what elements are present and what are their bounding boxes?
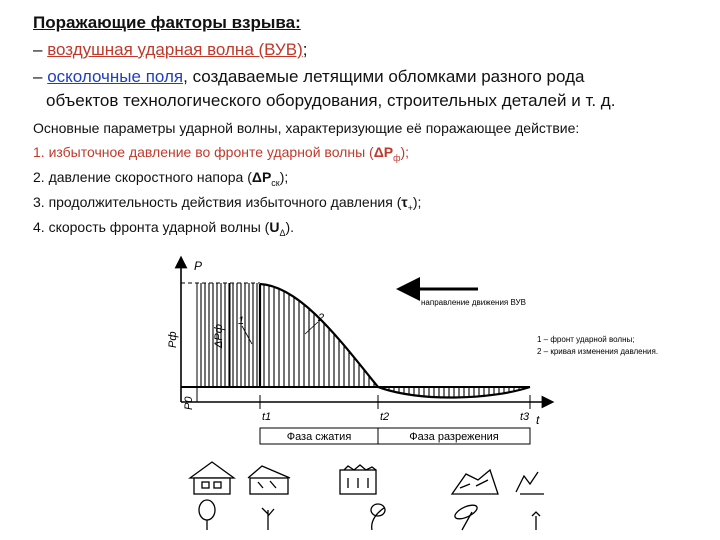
arrow-caption: направление движения ВУВ <box>421 298 526 307</box>
collapsed-structure-icon <box>452 470 498 494</box>
pf-label: Pф <box>167 331 179 348</box>
param-text: 3. продолжительность действия избыточного давления ( <box>33 194 402 210</box>
debris-icon <box>516 472 544 494</box>
param-text: 2. давление скоростного напора ( <box>33 169 252 185</box>
damaged-house-icon <box>248 466 290 494</box>
t3-label: t3 <box>520 411 530 423</box>
dpf-label: ΔPф <box>213 324 225 348</box>
param-end: ). <box>285 219 295 235</box>
param-subscript: ф <box>393 152 401 163</box>
curve-label-2: 2 <box>318 312 325 324</box>
t1-label: t1 <box>262 411 272 423</box>
curve-leader-1 <box>242 326 252 344</box>
param-end: ); <box>400 144 410 160</box>
t2-label: t2 <box>380 411 390 423</box>
tilted-tree-icon <box>453 502 479 530</box>
param-symbol: U <box>269 219 280 235</box>
intact-house-icon <box>190 462 234 494</box>
factor-fragment-fields-name: осколочные поля <box>47 67 184 86</box>
param-end: ); <box>412 194 422 210</box>
params-intro: Основные параметры ударной волны, характеризующие её поражающее действие: <box>33 120 580 136</box>
curve-label-1: 1 <box>238 315 245 327</box>
dash: – <box>33 67 43 86</box>
factor-fragment-fields-cont: объектов технологического оборудования, строительных деталей и т. д. <box>46 91 616 110</box>
ruined-building-icon <box>340 465 376 494</box>
tree-icon <box>199 500 215 530</box>
curve-leader-2 <box>305 322 318 334</box>
phase-rarefaction-label: Фаза разрежения <box>409 431 499 443</box>
bent-tree-icon <box>371 504 385 530</box>
param-symbol: τ <box>401 194 408 210</box>
factor-shock-wave-name: воздушная ударная волна (ВУВ) <box>47 40 303 59</box>
param-subscript: Δ <box>279 227 286 238</box>
param-symbol: ΔP <box>251 169 272 185</box>
param-text: 4. скорость фронта ударной волны ( <box>33 219 270 235</box>
legend-item-1: 1 – фронт ударной волны; <box>537 335 635 344</box>
t-axis-label: t <box>536 413 540 427</box>
heading: Поражающие факторы взрыва: <box>33 13 301 32</box>
param-end: ); <box>279 169 289 185</box>
phase-compression-label: Фаза сжатия <box>286 431 352 443</box>
p0-label: P0 <box>183 396 195 410</box>
legend-item-2: 2 – кривая изменения давления. <box>537 347 659 356</box>
param-subscript: + <box>407 202 413 213</box>
param-subscript: ск <box>271 177 280 188</box>
dash: – <box>33 40 43 59</box>
p-axis-label: P <box>194 259 203 273</box>
factor-fragment-fields-tail: , создаваемые летящими обломками разного рода <box>183 67 585 86</box>
param-symbol: ΔP <box>373 144 394 160</box>
bare-tree-icon <box>262 508 274 530</box>
damage-pictograms <box>190 462 544 530</box>
factor-shock-wave-tail: ; <box>302 40 308 59</box>
param-text: 1. избыточное давление во фронте ударной волны ( <box>33 144 374 160</box>
broken-tree-icon <box>532 512 540 530</box>
